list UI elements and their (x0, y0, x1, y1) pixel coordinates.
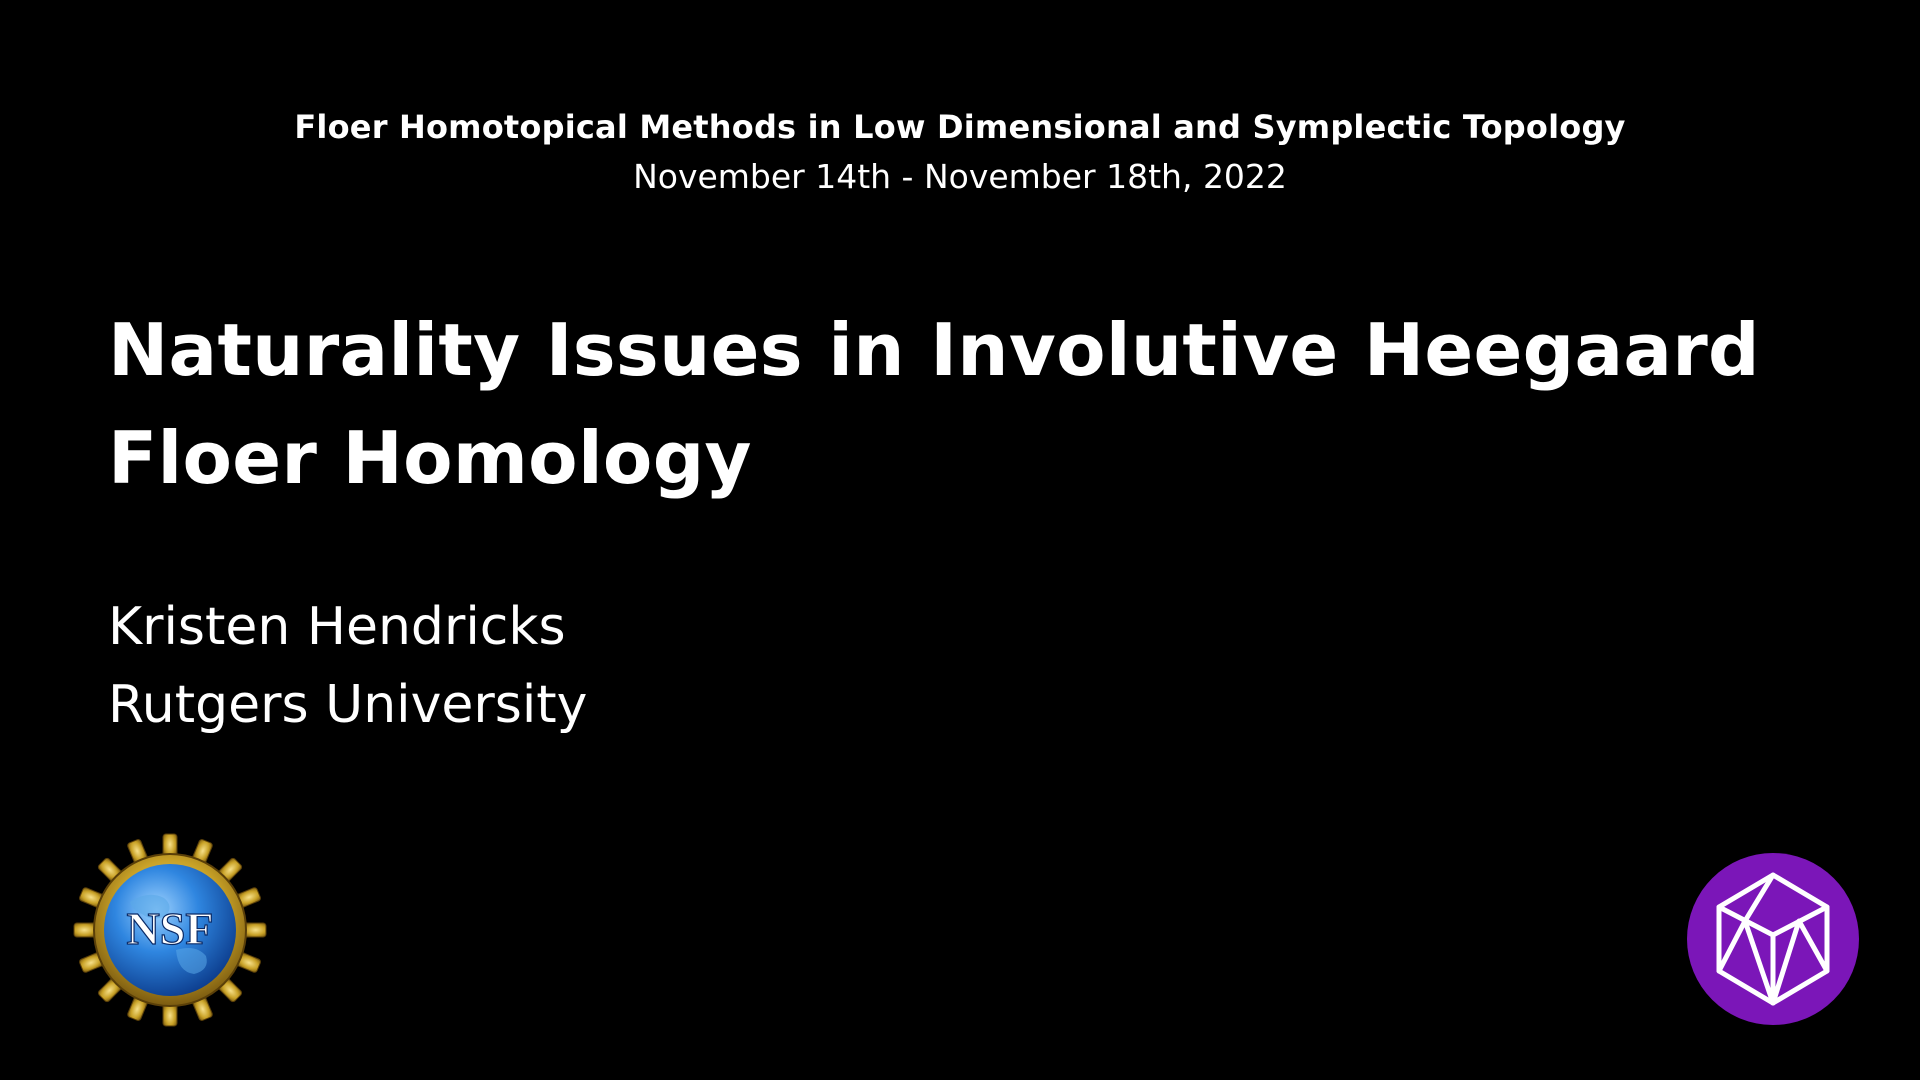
workshop-title: Floer Homotopical Methods in Low Dimensional and Symplectic Topology (294, 108, 1626, 146)
speaker-block (108, 588, 587, 744)
nsf-logo-icon (72, 832, 268, 1028)
speaker-affiliation: Rutgers University (108, 675, 588, 735)
workshop-header (0, 104, 1920, 202)
slmath-logo-icon (1687, 853, 1859, 1025)
nsf-logo-text: NSF (126, 903, 214, 954)
talk-title: Naturality Issues in Involutive Heegaard Floer Homology (108, 308, 1760, 500)
workshop-dates: November 14th - November 18th, 2022 (633, 157, 1287, 196)
speaker-name: Kristen Hendricks (108, 597, 566, 657)
